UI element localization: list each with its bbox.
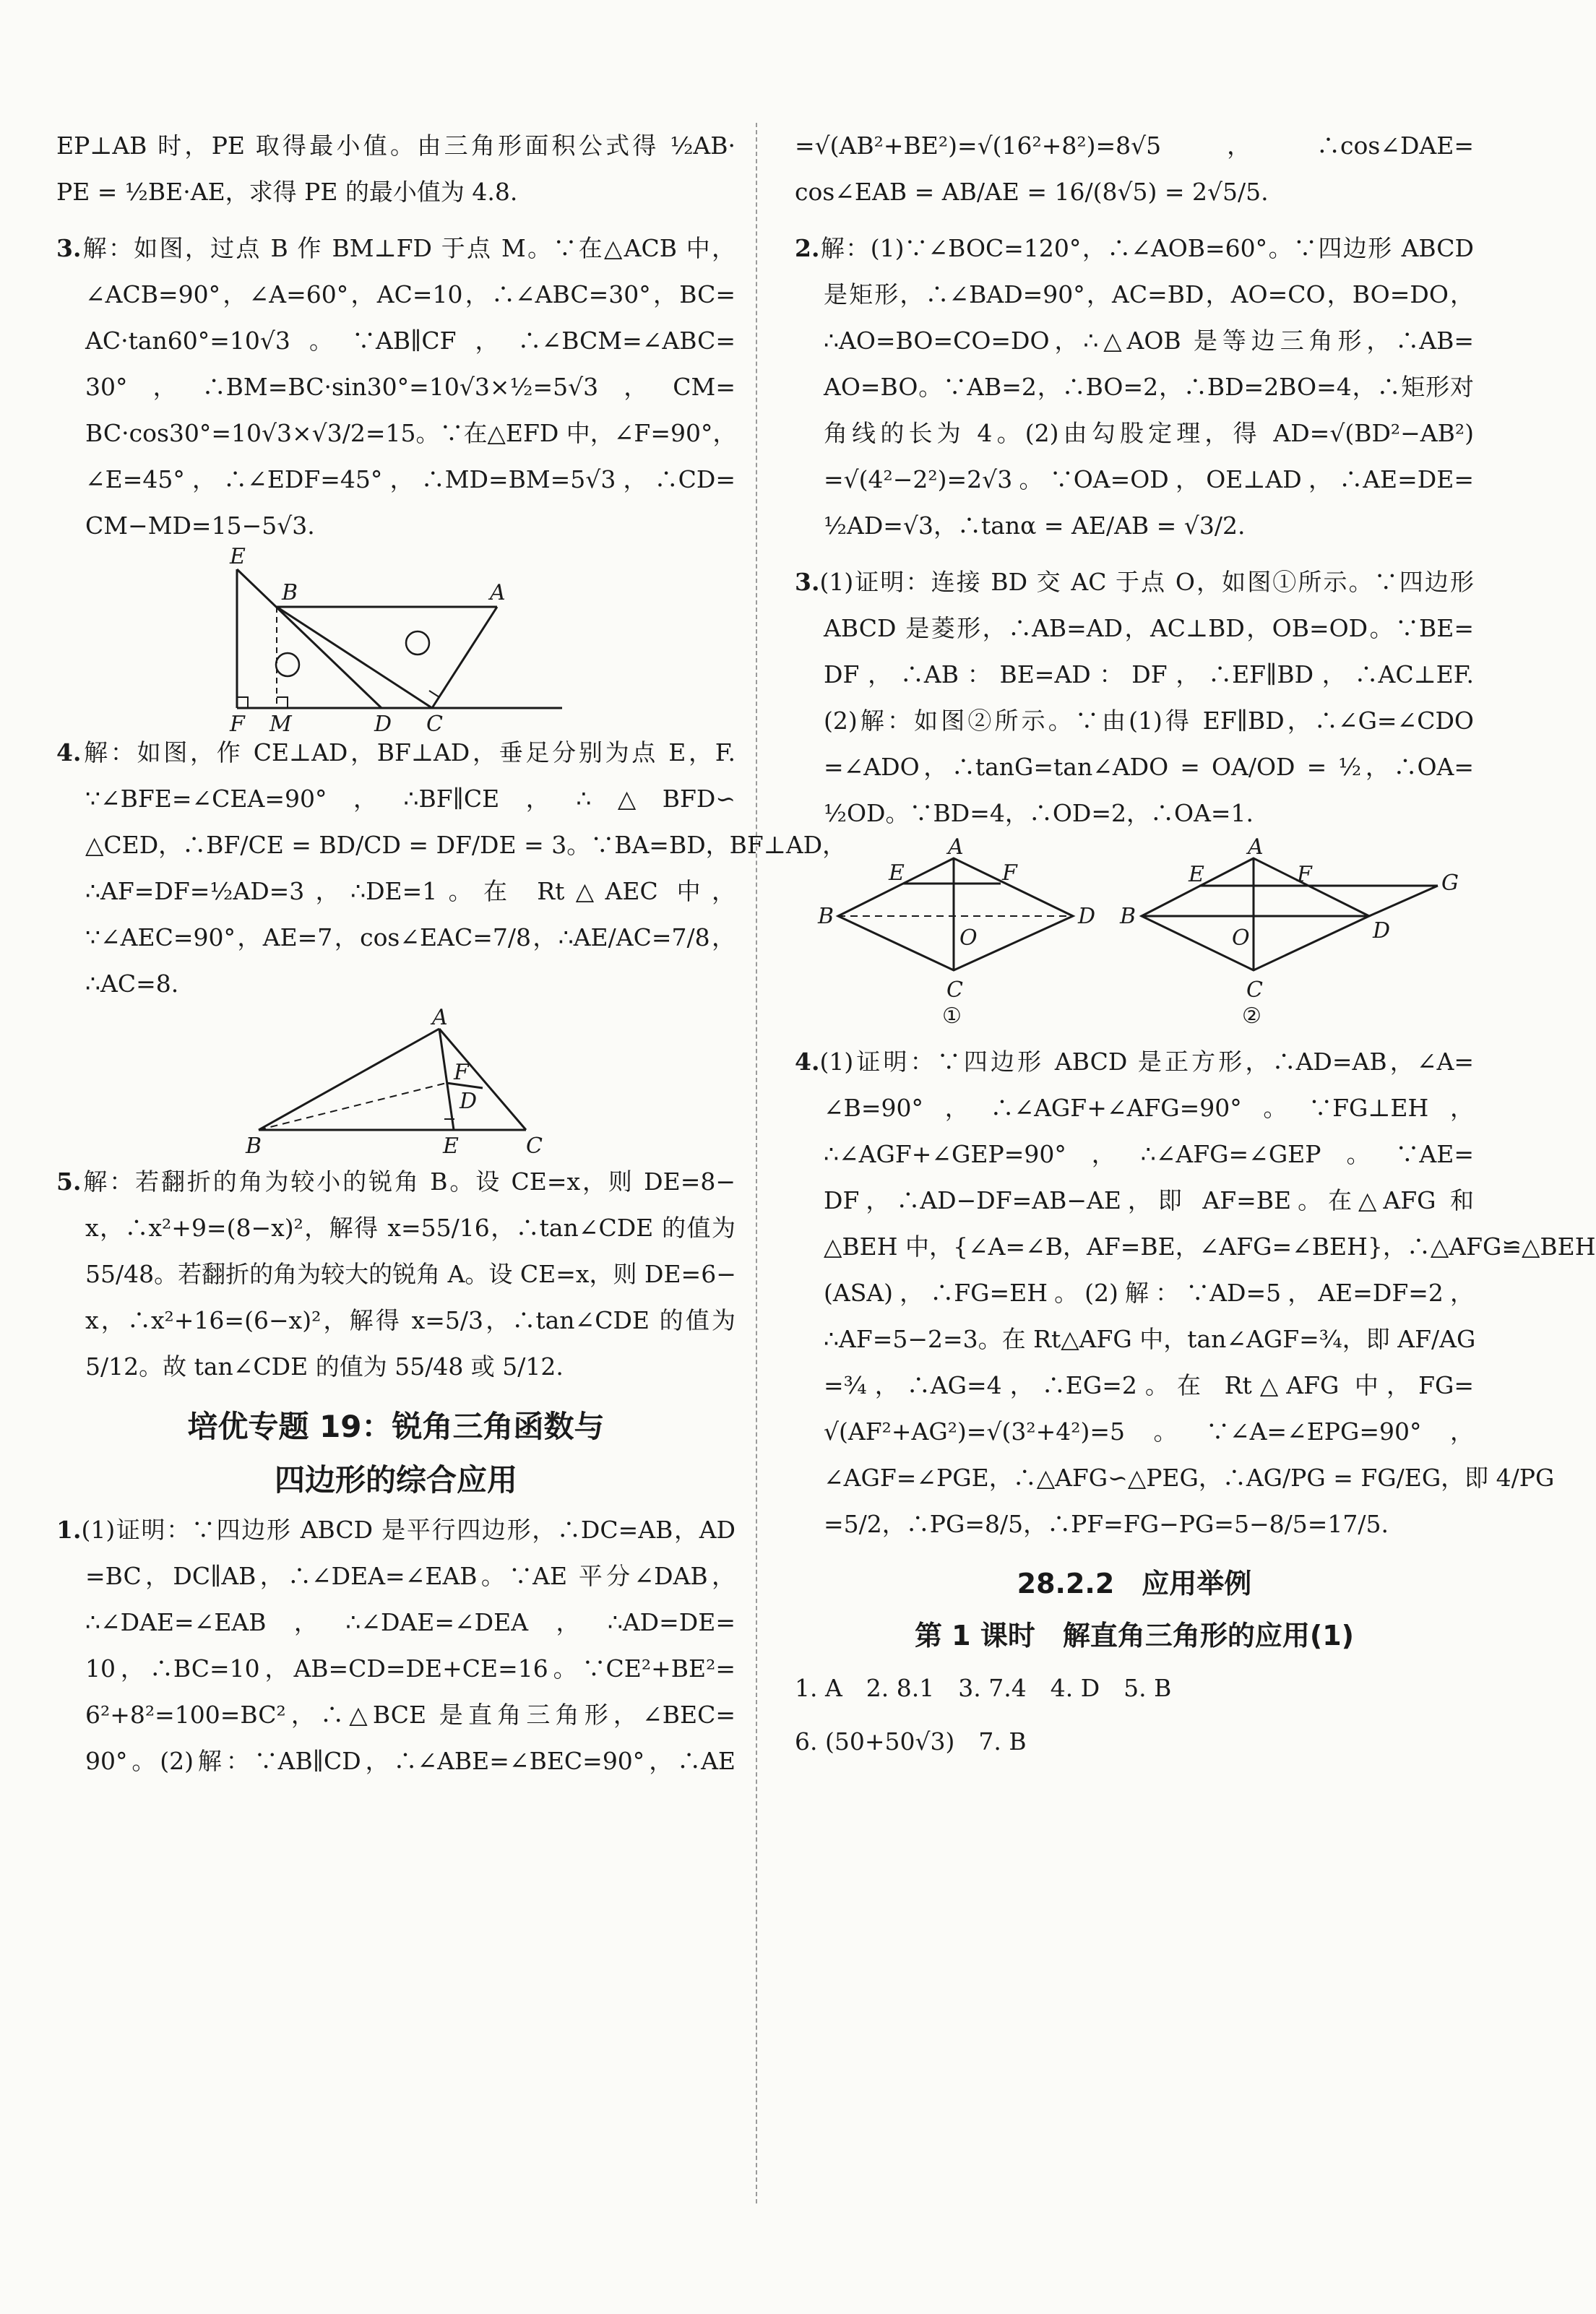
text-line: 90°。(2)解：∵AB∥CD，∴∠ABE=∠BEC=90°，∴AE	[85, 1747, 736, 1775]
section-title: 培优专题 19：锐角三角函数与	[187, 1409, 605, 1444]
point-label: E	[889, 860, 905, 886]
point-label: M	[269, 712, 292, 737]
point-label: D	[460, 1089, 478, 1114]
special-question-4	[795, 1039, 1596, 1547]
text-line: ∠ACB=90°，∠A=60°，AC=10，∴∠ABC=30°，BC=	[85, 280, 736, 308]
text-line: CM−MD=15−5√3.	[85, 511, 315, 540]
text-line: √(AF²+AG²)=√(3²+4²)=5。∵∠A=∠EPG=90°，	[824, 1417, 1474, 1446]
question-number: 3.	[795, 568, 820, 596]
text-line: ABCD 是菱形，∴AB=AD，AC⊥BD，OB=OD。∵BE=	[824, 614, 1474, 642]
point-label: B	[818, 904, 834, 929]
point-label: A	[432, 1005, 448, 1030]
point-label: D	[1078, 904, 1096, 929]
text-line: ∠E=45°，∴∠EDF=45°，∴MD=BM=5√3，∴CD=	[85, 465, 736, 493]
special-question-3	[795, 559, 1474, 1039]
answer-line: 6. (50+50√3) 7. B	[795, 1727, 1027, 1756]
answer-line: 1. A 2. 8.1 3. 7.4 4. D 5. B	[795, 1674, 1172, 1702]
point-label: O	[959, 925, 978, 951]
text-line: (1)证明：连接 BD 交 AC 于点 O，如图①所示。∵四边形	[819, 568, 1474, 596]
point-label: F	[1297, 862, 1312, 887]
text-line: BC·cos30°=10√3×√3/2=15。∵在△EFD 中，∠F=90°，	[85, 419, 737, 447]
point-label: F	[1002, 860, 1017, 886]
text-line: =√(AB²+BE²)=√(16²+8²)=8√5，∴cos∠DAE=	[795, 131, 1474, 160]
text-line: 30°，∴BM=BC·sin30°=10√3×½=5√3，CM=	[85, 373, 736, 401]
point-label: D	[1373, 918, 1391, 944]
text-line: 55/48。若翻折的角为较大的锐角 A。设 CE=x，则 DE=6−	[85, 1260, 736, 1288]
section-title: 四边形的综合应用	[274, 1462, 517, 1498]
point-label: E	[230, 544, 246, 569]
question-4	[56, 730, 847, 1159]
text-line: 6²+8²=100=BC²，∴△BCE 是直角三角形，∠BEC=	[85, 1701, 736, 1729]
question-5	[56, 1159, 736, 1390]
question-number: 2.	[795, 234, 820, 262]
figure-s3	[795, 834, 1474, 1039]
text-line: ∴AF=5−2=3。在 Rt△AFG 中，tan∠AGF=¾，即 AF/AG	[824, 1325, 1476, 1353]
text-line: ∴AO=BO=CO=DO，∴△AOB 是等边三角形，∴AB=	[824, 327, 1474, 355]
text-line: DF，∴AD−DF=AB−AE，即 AF=BE。在△AFG 和	[824, 1186, 1474, 1214]
special-question-1	[56, 1507, 736, 1784]
lesson-title: 第 1 课时 解直角三角形的应用(1)	[914, 1620, 1355, 1652]
question-number: 3.	[56, 234, 82, 262]
text-line: ∵∠AEC=90°，AE=7，cos∠EAC=7/8，∴AE/AC=7/8，	[85, 923, 736, 951]
point-label: A	[490, 580, 506, 605]
text-line: 解：若翻折的角为较小的锐角 B。设 CE=x，则 DE=8−	[81, 1167, 736, 1196]
special-question-2	[795, 225, 1474, 549]
figure-q3	[56, 544, 736, 737]
text-line: △BEH 中，{∠A=∠B，AF=BE，∠AFG=∠BEH}，∴△AFG≌△BEH	[824, 1232, 1596, 1261]
text-line: 角线的长为 4。(2)由勾股定理，得 AD=√(BD²−AB²)	[824, 419, 1474, 447]
question-number: 4.	[56, 738, 82, 767]
point-label: C	[1246, 977, 1263, 1003]
point-label: C	[426, 712, 443, 737]
point-label: C	[526, 1134, 543, 1159]
text-line: =¾，∴AG=4，∴EG=2。在 Rt△AFG 中，FG=	[824, 1371, 1474, 1399]
text-line: ∠B=90°，∴∠AGF+∠AFG=90°。∵FG⊥EH，	[824, 1094, 1474, 1122]
point-label: E	[443, 1134, 459, 1159]
text-line: AC·tan60°=10√3。∵AB∥CF，∴∠BCM=∠ABC=	[85, 327, 736, 355]
figure-number: ②	[1242, 1003, 1261, 1029]
text-line: (ASA)，∴FG=EH。(2)解：∵AD=5，AE=DF=2，	[824, 1279, 1474, 1307]
figure-q4-svg	[56, 1007, 736, 1159]
text-line: ∴AF=DF=½AD=3，∴DE=1。在 Rt△AEC 中，	[85, 877, 736, 905]
text-line: ∴∠AGF+∠GEP=90°，∴∠AFG=∠GEP。∵AE=	[824, 1140, 1474, 1168]
point-label: F	[454, 1060, 469, 1085]
point-label: C	[946, 977, 963, 1003]
text-line: x，∴x²+16=(6−x)²，解得 x=5/3，∴tan∠CDE 的值为	[85, 1306, 736, 1334]
text-line: 解：如图，作 CE⊥AD，BF⊥AD，垂足分别为点 E，F.	[81, 738, 736, 767]
text-line: =BC，DC∥AB，∴∠DEA=∠EAB。∵AE 平分∠DAB，	[85, 1562, 736, 1590]
text-line: =√(4²−2²)=2√3。∵OA=OD，OE⊥AD，∴AE=DE=	[824, 465, 1474, 493]
point-label: A	[1248, 834, 1264, 860]
text-line: (2)解：如图②所示。∵由(1)得 EF∥BD，∴∠G=∠CDO	[824, 707, 1474, 735]
figure-s3-svg	[795, 834, 1474, 1039]
right-column	[795, 123, 1596, 1769]
figure-number: ①	[942, 1003, 962, 1029]
point-label: A	[948, 834, 964, 860]
figure-q4	[56, 1007, 736, 1159]
point-label: D	[374, 712, 392, 737]
question-number: 4.	[795, 1048, 820, 1076]
text-line: x，∴x²+9=(8−x)²，解得 x=55/16，∴tan∠CDE 的值为	[85, 1214, 736, 1242]
text-line: =∠ADO，∴tanG=tan∠ADO = OA/OD = ½，∴OA=	[824, 753, 1474, 781]
text-line: (1)证明：∵四边形 ABCD 是平行四边形，∴DC=AB，AD	[81, 1516, 736, 1544]
text-line: ½OD。∵BD=4，∴OD=2，∴OA=1.	[824, 799, 1254, 827]
figure-q3-svg	[56, 544, 736, 737]
point-label: B	[282, 580, 298, 605]
point-label: G	[1441, 871, 1459, 896]
text-line: cos∠EAB = AB/AE = 16/(8√5) = 2√5/5.	[795, 178, 1269, 206]
text-line: ½AD=√3，∴tanα = AE/AB = √3/2.	[824, 511, 1246, 540]
text-line: DF，∴AB：BE=AD：DF，∴EF∥BD，∴AC⊥EF.	[824, 660, 1474, 688]
point-label: F	[230, 712, 245, 737]
text-line: (1)证明：∵四边形 ABCD 是正方形，∴AD=AB，∠A=	[819, 1048, 1474, 1076]
point-label: E	[1189, 862, 1204, 887]
text-line: 解：(1)∵∠BOC=120°，∴∠AOB=60°。∵四边形 ABCD	[819, 234, 1474, 262]
text-line: ∠AGF=∠PGE，∴△AFG∽△PEG，∴AG/PG = FG/EG，即 4/PG	[824, 1464, 1555, 1492]
text-line: ∴AC=8.	[85, 970, 179, 998]
text-line: =5/2，∴PG=8/5，∴PF=FG−PG=5−8/5=17/5.	[824, 1510, 1389, 1538]
text-line: ∴∠DAE=∠EAB，∴∠DAE=∠DEA，∴AD=DE=	[85, 1608, 736, 1636]
text-line: ∵∠BFE=∠CEA=90°，∴BF∥CE，∴△BFD∽	[85, 785, 736, 813]
left-column	[56, 123, 847, 1784]
question-3	[56, 225, 737, 737]
question-number: 5.	[56, 1167, 82, 1196]
point-label: B	[1120, 904, 1136, 929]
text-line: 解：如图，过点 B 作 BM⊥FD 于点 M。∵在△ACB 中，	[81, 234, 736, 262]
question-number: 1.	[56, 1516, 82, 1544]
lesson-header: 28.2.2 应用举例	[1017, 1568, 1252, 1599]
column-divider	[756, 123, 757, 2203]
point-label: O	[1232, 925, 1250, 951]
text-line: △CED，∴BF/CE = BD/CD = DF/DE = 3。∵BA=BD，BF⊥AD，	[85, 831, 847, 859]
text-line: AO=BO。∵AB=2，∴BO=2，∴BD=2BO=4，∴矩形对	[824, 373, 1474, 401]
text-line: 是矩形，∴∠BAD=90°，AC=BD，AO=CO，BO=DO，	[824, 280, 1474, 308]
text-line: 10，∴BC=10，AB=CD=DE+CE=16。∵CE²+BE²=	[85, 1654, 736, 1683]
point-label: B	[246, 1134, 262, 1159]
text-line: 5/12。故 tan∠CDE 的值为 55/48 或 5/12.	[85, 1352, 564, 1381]
text-line: PE = ½BE·AE，求得 PE 的最小值为 4.8.	[56, 178, 518, 206]
text-line: EP⊥AB 时，PE 取得最小值。由三角形面积公式得 ½AB·	[56, 131, 736, 160]
